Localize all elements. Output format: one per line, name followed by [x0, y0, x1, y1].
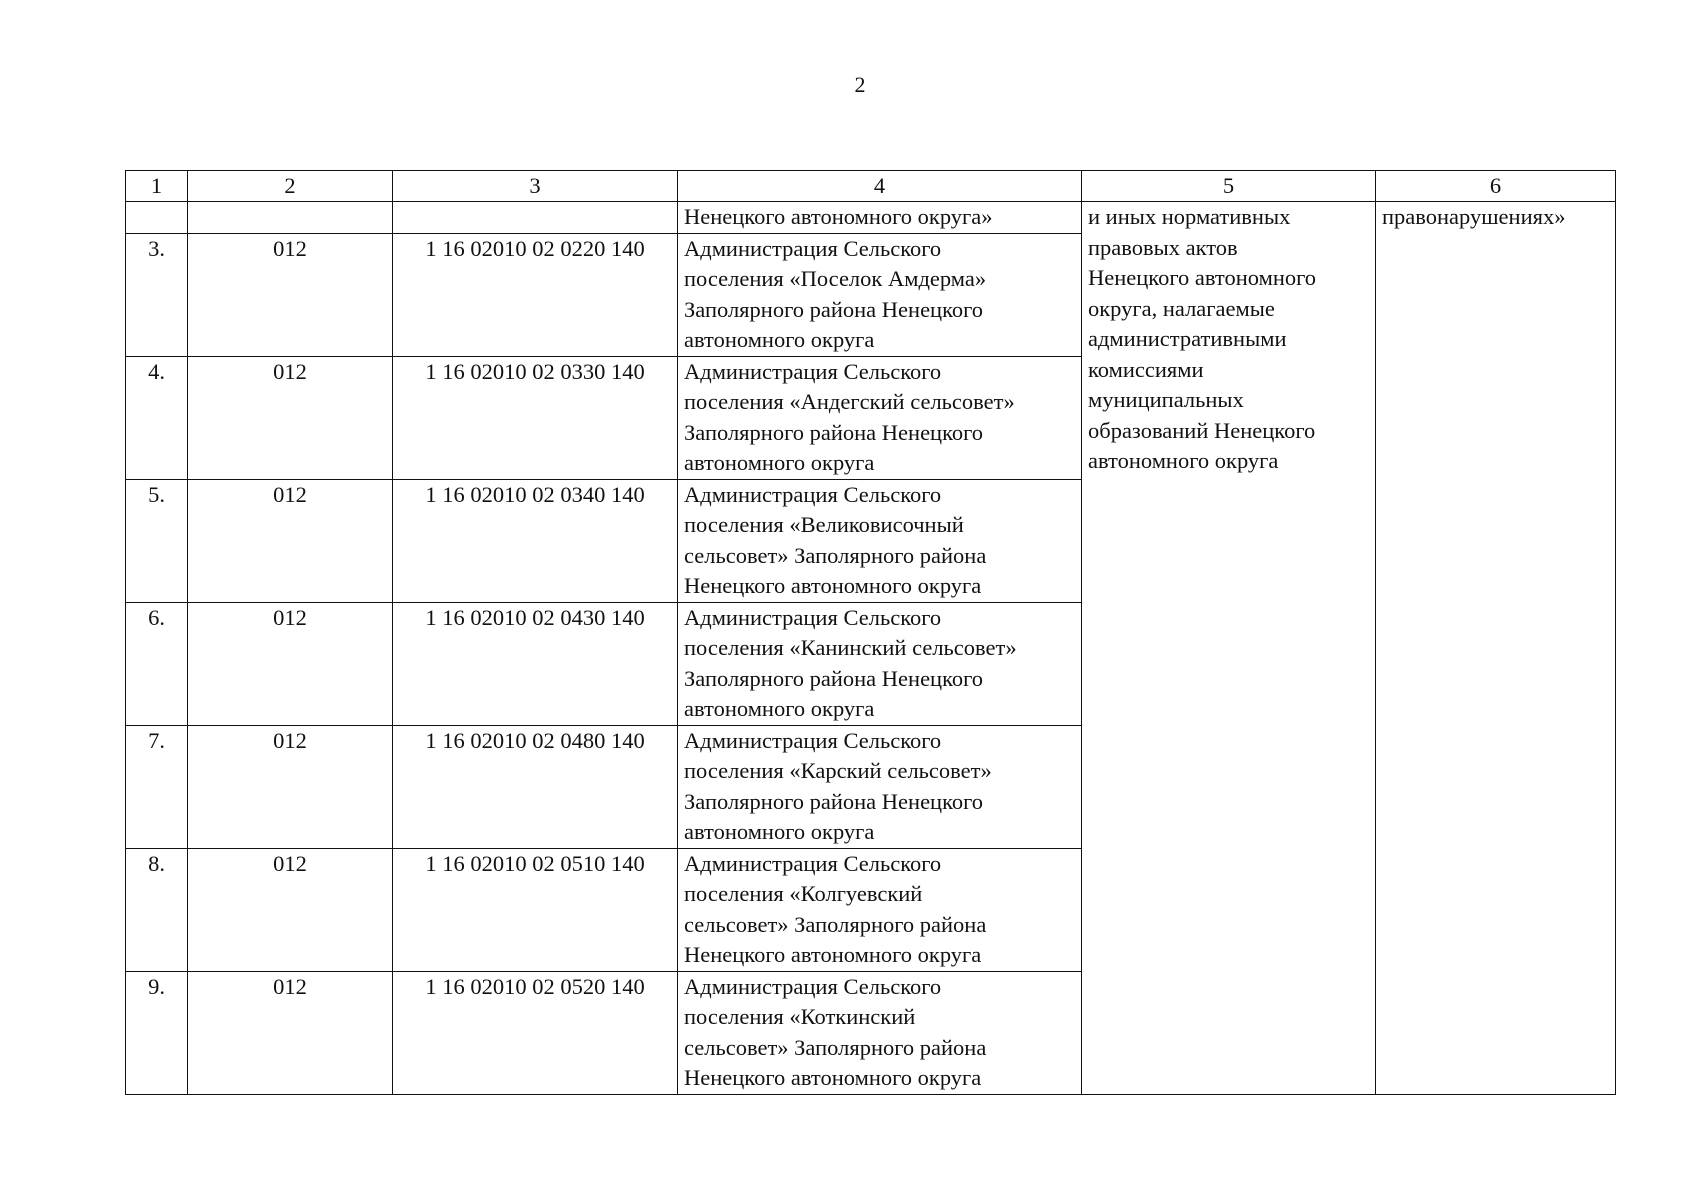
administrator-name-line: сельсовет» Заполярного района	[684, 1034, 987, 1060]
admin-code: 012	[188, 233, 393, 356]
admin-code: 012	[188, 602, 393, 725]
administrator-name-line: Администрация Сельского	[684, 727, 942, 753]
column-header: 5	[1082, 171, 1376, 202]
administrator-name-line: автономного округа	[684, 327, 875, 352]
violation-type-line: Ненецкого автономного	[1088, 265, 1317, 290]
column-header: 1	[126, 171, 188, 202]
administrator-name-line: поселения «Андегский сельсовет»	[684, 389, 1015, 414]
budget-classification-code: 1 16 02010 02 0480 140	[393, 725, 678, 848]
admin-code: 012	[188, 725, 393, 848]
row-number: 9.	[126, 971, 188, 1094]
administrator-name-line: Администрация Сельского	[684, 235, 942, 261]
budget-classification-code: 1 16 02010 02 0510 140	[393, 848, 678, 971]
administrator-name	[678, 356, 1082, 479]
budget-classification-code: 1 16 02010 02 0220 140	[393, 233, 678, 356]
administrator-name-line: автономного округа	[684, 696, 875, 721]
continuation-name-text: Ненецкого автономного округа»	[684, 204, 993, 229]
budget-classification-code: 1 16 02010 02 0330 140	[393, 356, 678, 479]
administrator-name-line: поселения «Карский сельсовет»	[684, 758, 992, 783]
violation-type-cell	[1082, 202, 1376, 1095]
empty-cell	[126, 202, 188, 234]
administrator-name	[678, 602, 1082, 725]
admin-code: 012	[188, 356, 393, 479]
column-header: 2	[188, 171, 393, 202]
violation-type-line: автономного округа	[1088, 448, 1279, 473]
document-table	[125, 170, 1616, 1095]
violation-type-line: правовых актов	[1088, 234, 1238, 260]
violation-type-line: муниципальных	[1088, 387, 1244, 412]
administrator-name-line: Ненецкого автономного округа	[684, 942, 982, 967]
budget-classification-code: 1 16 02010 02 0430 140	[393, 602, 678, 725]
administrator-name-line: Ненецкого автономного округа	[684, 1065, 982, 1090]
row-number: 7.	[126, 725, 188, 848]
administrator-name-line: сельсовет» Заполярного района	[684, 542, 987, 568]
row-number: 5.	[126, 479, 188, 602]
violation-type-line: образований Ненецкого	[1088, 417, 1316, 443]
violation-type-line: комиссиями	[1088, 356, 1204, 382]
administrator-name-line: Администрация Сельского	[684, 850, 942, 876]
row-number: 6.	[126, 602, 188, 725]
page-number: 2	[854, 72, 866, 97]
admin-code: 012	[188, 848, 393, 971]
administrator-name-line: Администрация Сельского	[684, 358, 942, 384]
row-number: 8.	[126, 848, 188, 971]
budget-classification-code: 1 16 02010 02 0340 140	[393, 479, 678, 602]
violation-type-line: и иных нормативных	[1088, 204, 1291, 229]
administrator-name	[678, 725, 1082, 848]
administrator-name-line: Заполярного района Ненецкого	[684, 296, 984, 322]
empty-cell	[393, 202, 678, 234]
violation-type-line: округа, налагаемые	[1088, 295, 1275, 321]
administrator-name-line: автономного округа	[684, 819, 875, 844]
administrator-name-line: Администрация Сельского	[684, 481, 942, 507]
administrator-name-line: Администрация Сельского	[684, 604, 942, 630]
administrator-name-line: поселения «Колгуевский	[684, 881, 923, 906]
administrator-name-line: Администрация Сельского	[684, 973, 942, 999]
administrator-name-line: поселения «Коткинский	[684, 1004, 916, 1029]
administrator-name	[678, 971, 1082, 1094]
administrator-name-line: поселения «Поселок Амдерма»	[684, 266, 987, 291]
administrator-name-line: Заполярного района Ненецкого	[684, 665, 984, 691]
administrator-name-line: сельсовет» Заполярного района	[684, 911, 987, 937]
administrator-name-line: автономного округа	[684, 450, 875, 475]
column-header: 4	[678, 171, 1082, 202]
admin-code: 012	[188, 971, 393, 1094]
row-number: 4.	[126, 356, 188, 479]
administrator-name	[678, 848, 1082, 971]
row-number: 3.	[126, 233, 188, 356]
continuation-name-cell	[678, 202, 1082, 234]
continuation-row	[126, 202, 1616, 234]
administrator-name-line: Ненецкого автономного округа	[684, 573, 982, 598]
administrator-name	[678, 233, 1082, 356]
administrator-name-line: поселения «Канинский сельсовет»	[684, 635, 1017, 660]
column-header: 3	[393, 171, 678, 202]
admin-code: 012	[188, 479, 393, 602]
administrator-name-line: Заполярного района Ненецкого	[684, 419, 984, 445]
empty-cell	[188, 202, 393, 234]
administrator-name-line: поселения «Великовисочный	[684, 512, 964, 537]
law-reference-text: правонарушениях»	[1382, 204, 1566, 229]
column-header: 6	[1376, 171, 1616, 202]
administrator-name	[678, 479, 1082, 602]
table-header-row	[126, 171, 1616, 202]
administrator-name-line: Заполярного района Ненецкого	[684, 788, 984, 814]
law-reference-cell	[1376, 202, 1616, 1095]
budget-classification-code: 1 16 02010 02 0520 140	[393, 971, 678, 1094]
violation-type-line: административными	[1088, 326, 1287, 351]
